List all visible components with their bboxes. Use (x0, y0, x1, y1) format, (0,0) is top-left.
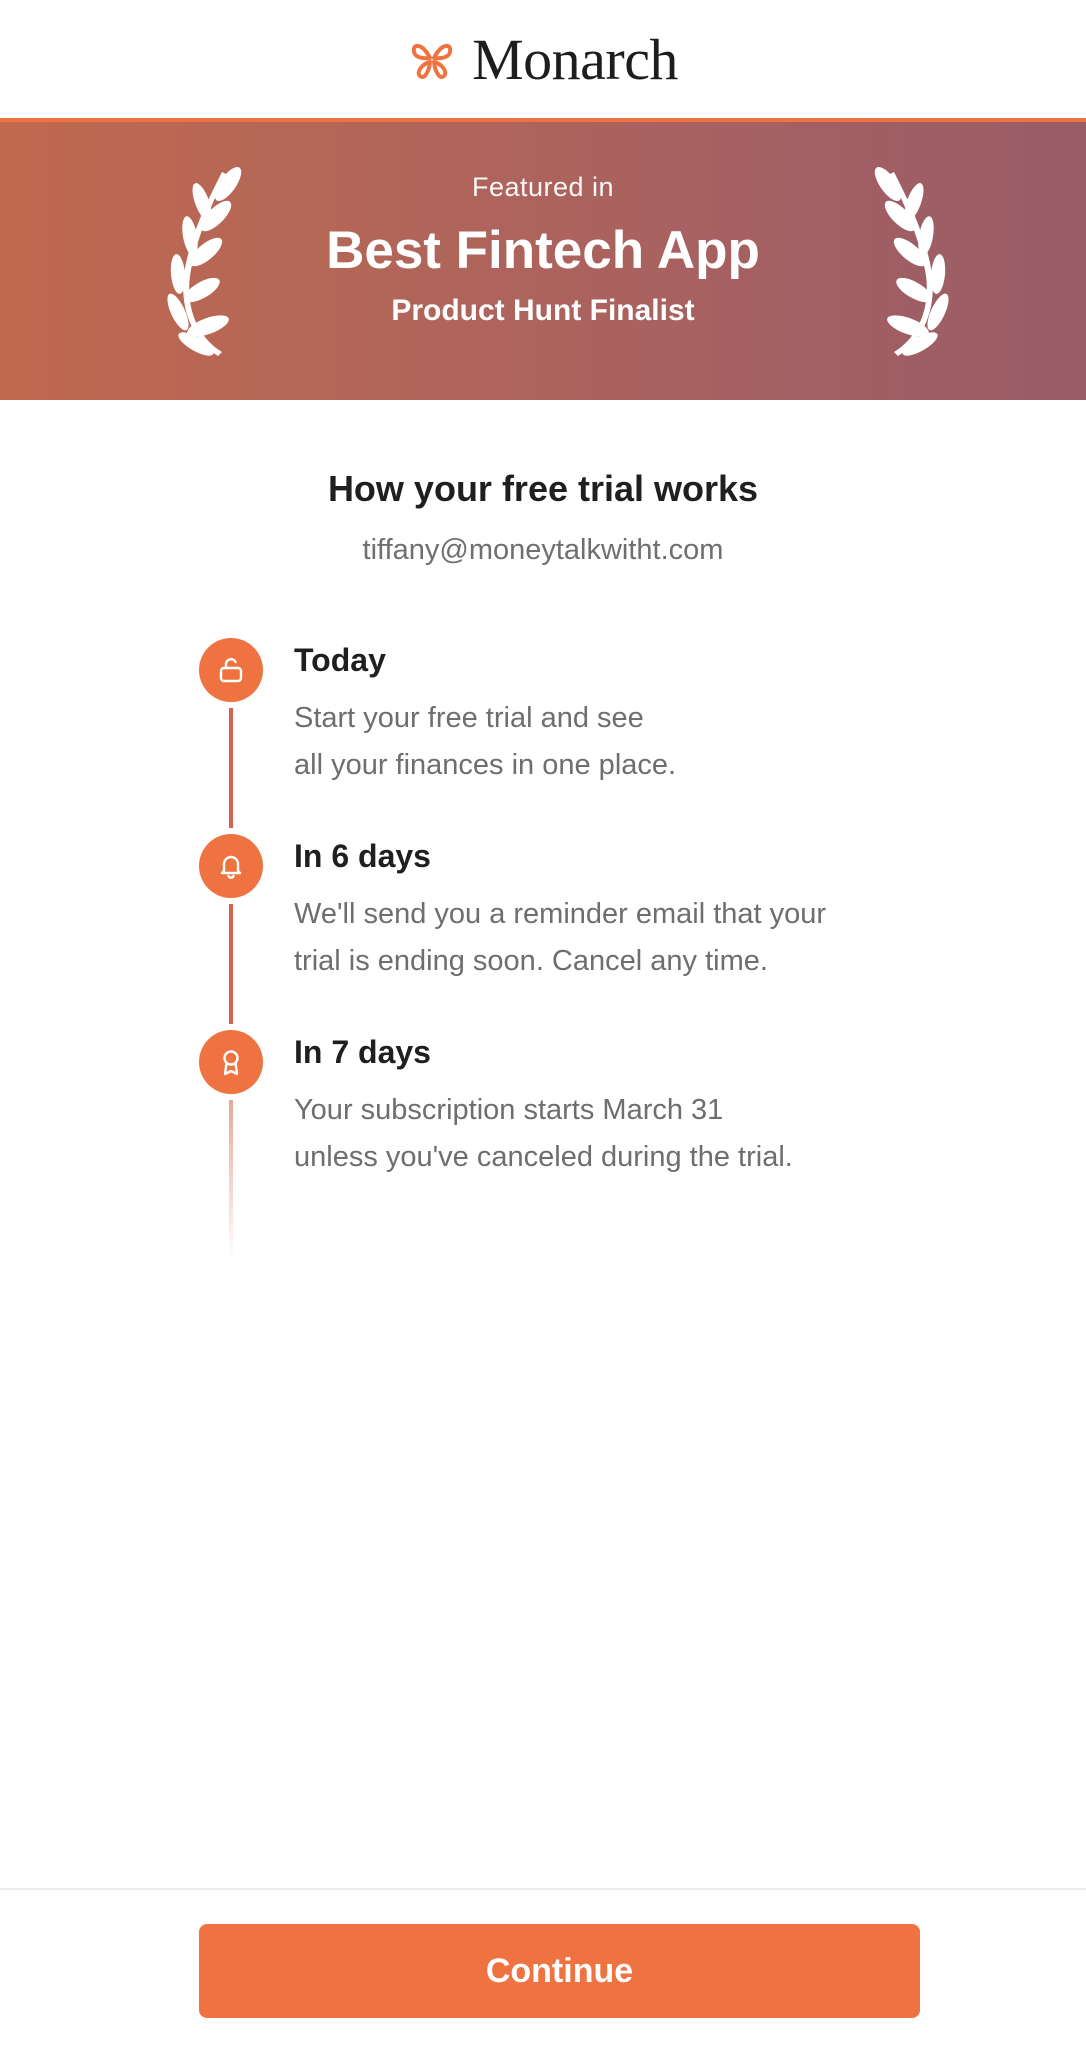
award-title: Best Fintech App (326, 221, 760, 280)
step-title: In 6 days (294, 838, 431, 874)
step-description-line: Your subscription starts March 31 (294, 1094, 724, 1126)
step-title: Today (294, 642, 386, 678)
step-icon-circle (199, 834, 263, 898)
step-icon-circle (199, 638, 263, 702)
featured-label: Featured in (471, 172, 615, 202)
step-description-line: unless you've canceled during the trial. (294, 1141, 793, 1173)
bell-icon (216, 851, 246, 881)
step-description (294, 695, 934, 789)
step-description-line: Start your free trial and see (294, 702, 644, 734)
step-title: In 7 days (294, 1034, 431, 1070)
footer-bar (0, 1888, 1086, 2048)
step-description-line: all your finances in one place. (294, 749, 677, 781)
step-description (294, 891, 934, 985)
step-description (294, 1087, 934, 1181)
timeline-connector (229, 904, 233, 1024)
award-subtitle: Product Hunt Finalist (391, 294, 695, 327)
unlock-icon (216, 655, 246, 685)
timeline-connector (229, 708, 233, 828)
app-name: Monarch (472, 27, 678, 92)
trial-title: How your free trial works (327, 468, 759, 509)
account-email: tiffany@moneytalkwitht.com (362, 534, 724, 566)
step-icon-circle (199, 1030, 263, 1094)
timeline-connector-fade (229, 1100, 233, 1260)
step-description-line: trial is ending soon. Cancel any time. (294, 945, 768, 977)
award-ribbon-icon (216, 1047, 246, 1077)
step-description-line: We'll send you a reminder email that your (294, 898, 827, 930)
continue-button[interactable]: Continue (199, 1924, 920, 2018)
